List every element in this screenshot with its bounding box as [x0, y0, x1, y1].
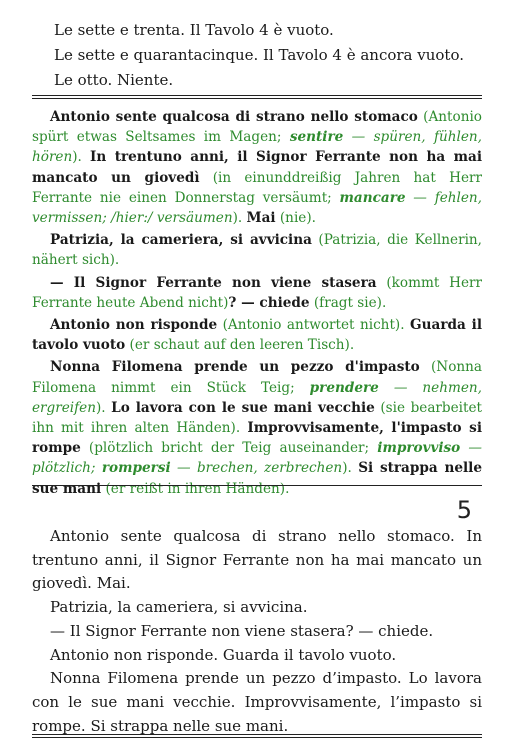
german-translation: (Patrizia, die Kellnerin, nähert sich). — [32, 232, 482, 269]
german-translation-end: ). — [72, 149, 90, 166]
italian-phrase: Improvvisamente, l'impasto si rompe — [32, 420, 482, 457]
glossary-word: sentire — [289, 129, 344, 146]
text-line: Le sette e trenta. Il Tavolo 4 è vuoto. — [54, 21, 334, 39]
glossary-word: mancare — [339, 189, 406, 206]
german-translation-end: ). — [232, 210, 247, 227]
italian-phrase: In trentuno anni, il Signor Ferrante non ha mai mancato un giovedì — [32, 149, 483, 186]
german-translation: (kommt Herr Ferrante heute Abend nicht) — [32, 274, 482, 311]
glossary-definition: — spüren, fühlen, hören — [32, 129, 482, 166]
german-translation: (fragt sie). — [309, 294, 387, 311]
text-line: Le otto. Niente. — [54, 71, 174, 89]
text-line: Le sette e quarantacinque. Il Tavolo 4 è ancora vuoto. — [54, 46, 464, 64]
story-text — [32, 525, 482, 738]
italian-phrase: Mai — [246, 210, 276, 227]
italian-phrase: — Il Signor Ferrante non viene stasera — [50, 274, 377, 291]
bilingual-paragraph — [32, 107, 482, 228]
glossary-definition: — brechen, zerbrechen — [170, 460, 343, 477]
story-paragraph: Antonio non risponde. Guarda il tavolo vuoto. — [50, 645, 397, 664]
italian-phrase: Patrizia, la cameriera, si avvicina — [50, 232, 312, 249]
german-translation: (in einunddreißig Jahren hat Herr Ferrante nie einen Donnerstag versäumt; — [32, 169, 482, 206]
german-translation: (er schaut auf den leeren Tisch). — [125, 337, 355, 354]
italian-phrase: Antonio sente qualcosa di strano nello stomaco — [50, 109, 418, 125]
italian-phrase: Nonna Filomena prende un pezzo d'impasto — [50, 359, 420, 376]
story-paragraph: Patrizia, la cameriera, si avvicina. — [50, 598, 308, 617]
italian-phrase: Si strappa nelle sue mani — [32, 460, 482, 497]
story-paragraph: Antonio sente qualcosa di strano nello stomaco. In trentuno anni, il Signor Ferrante non ha mai mancato un giovedì. Mai. — [32, 527, 482, 593]
italian-phrase: Antonio non risponde — [50, 317, 218, 334]
german-translation: (er reißt in ihren Händen). — [101, 480, 290, 497]
glossary-definition: — nehmen, ergreifen — [32, 379, 482, 416]
german-translation: (nie). — [275, 210, 316, 227]
bilingual-paragraph — [32, 230, 482, 270]
glossary-word: improvviso — [377, 440, 461, 457]
story-paragraph: — Il Signor Ferrante non viene stasera? — chiede. — [50, 621, 434, 640]
italian-phrase: Guarda il tavolo vuoto — [32, 317, 483, 354]
previous-text-ending — [54, 18, 464, 93]
bilingual-paragraph — [32, 273, 482, 313]
german-translation: (Nonna Filomena nimmt ein Stück Teig; — [32, 359, 482, 396]
bilingual-paragraph — [32, 357, 482, 498]
german-translation: (Antonio antwortet nicht). — [217, 317, 411, 334]
section-divider — [32, 95, 482, 99]
german-translation: (Antonio spürt etwas Seltsames im Magen; — [32, 109, 482, 146]
glossary-definition: — plötzlich; — [32, 440, 482, 477]
glossary-word: rompersi — [101, 460, 171, 477]
italian-phrase: Lo lavora con le sue mani vecchie — [111, 399, 375, 416]
glossary-word: prendere — [309, 379, 379, 396]
german-translation: (sie bearbeitet ihn mit ihren alten Händen). — [32, 399, 482, 437]
german-translation-end: ). — [342, 460, 359, 477]
section-divider — [32, 734, 482, 738]
bilingual-section — [32, 107, 482, 501]
section-divider — [32, 485, 482, 486]
german-translation-end: ). — [95, 399, 112, 416]
german-translation: (plötzlich bricht der Teig auseinander; — [80, 440, 378, 457]
page-number: 5 — [456, 496, 472, 524]
bilingual-paragraph — [32, 315, 482, 355]
story-paragraph: Nonna Filomena prende un pezzo d’impasto. Lo lavora con le sue mani vecchie. Improvvisamente, l’impasto si rompe. Si strappa nelle sue mani. — [32, 669, 482, 735]
italian-phrase: ? — chiede — [228, 294, 310, 311]
glossary-definition: — fehlen, vermissen; /hier:/ versäumen — [32, 189, 482, 227]
